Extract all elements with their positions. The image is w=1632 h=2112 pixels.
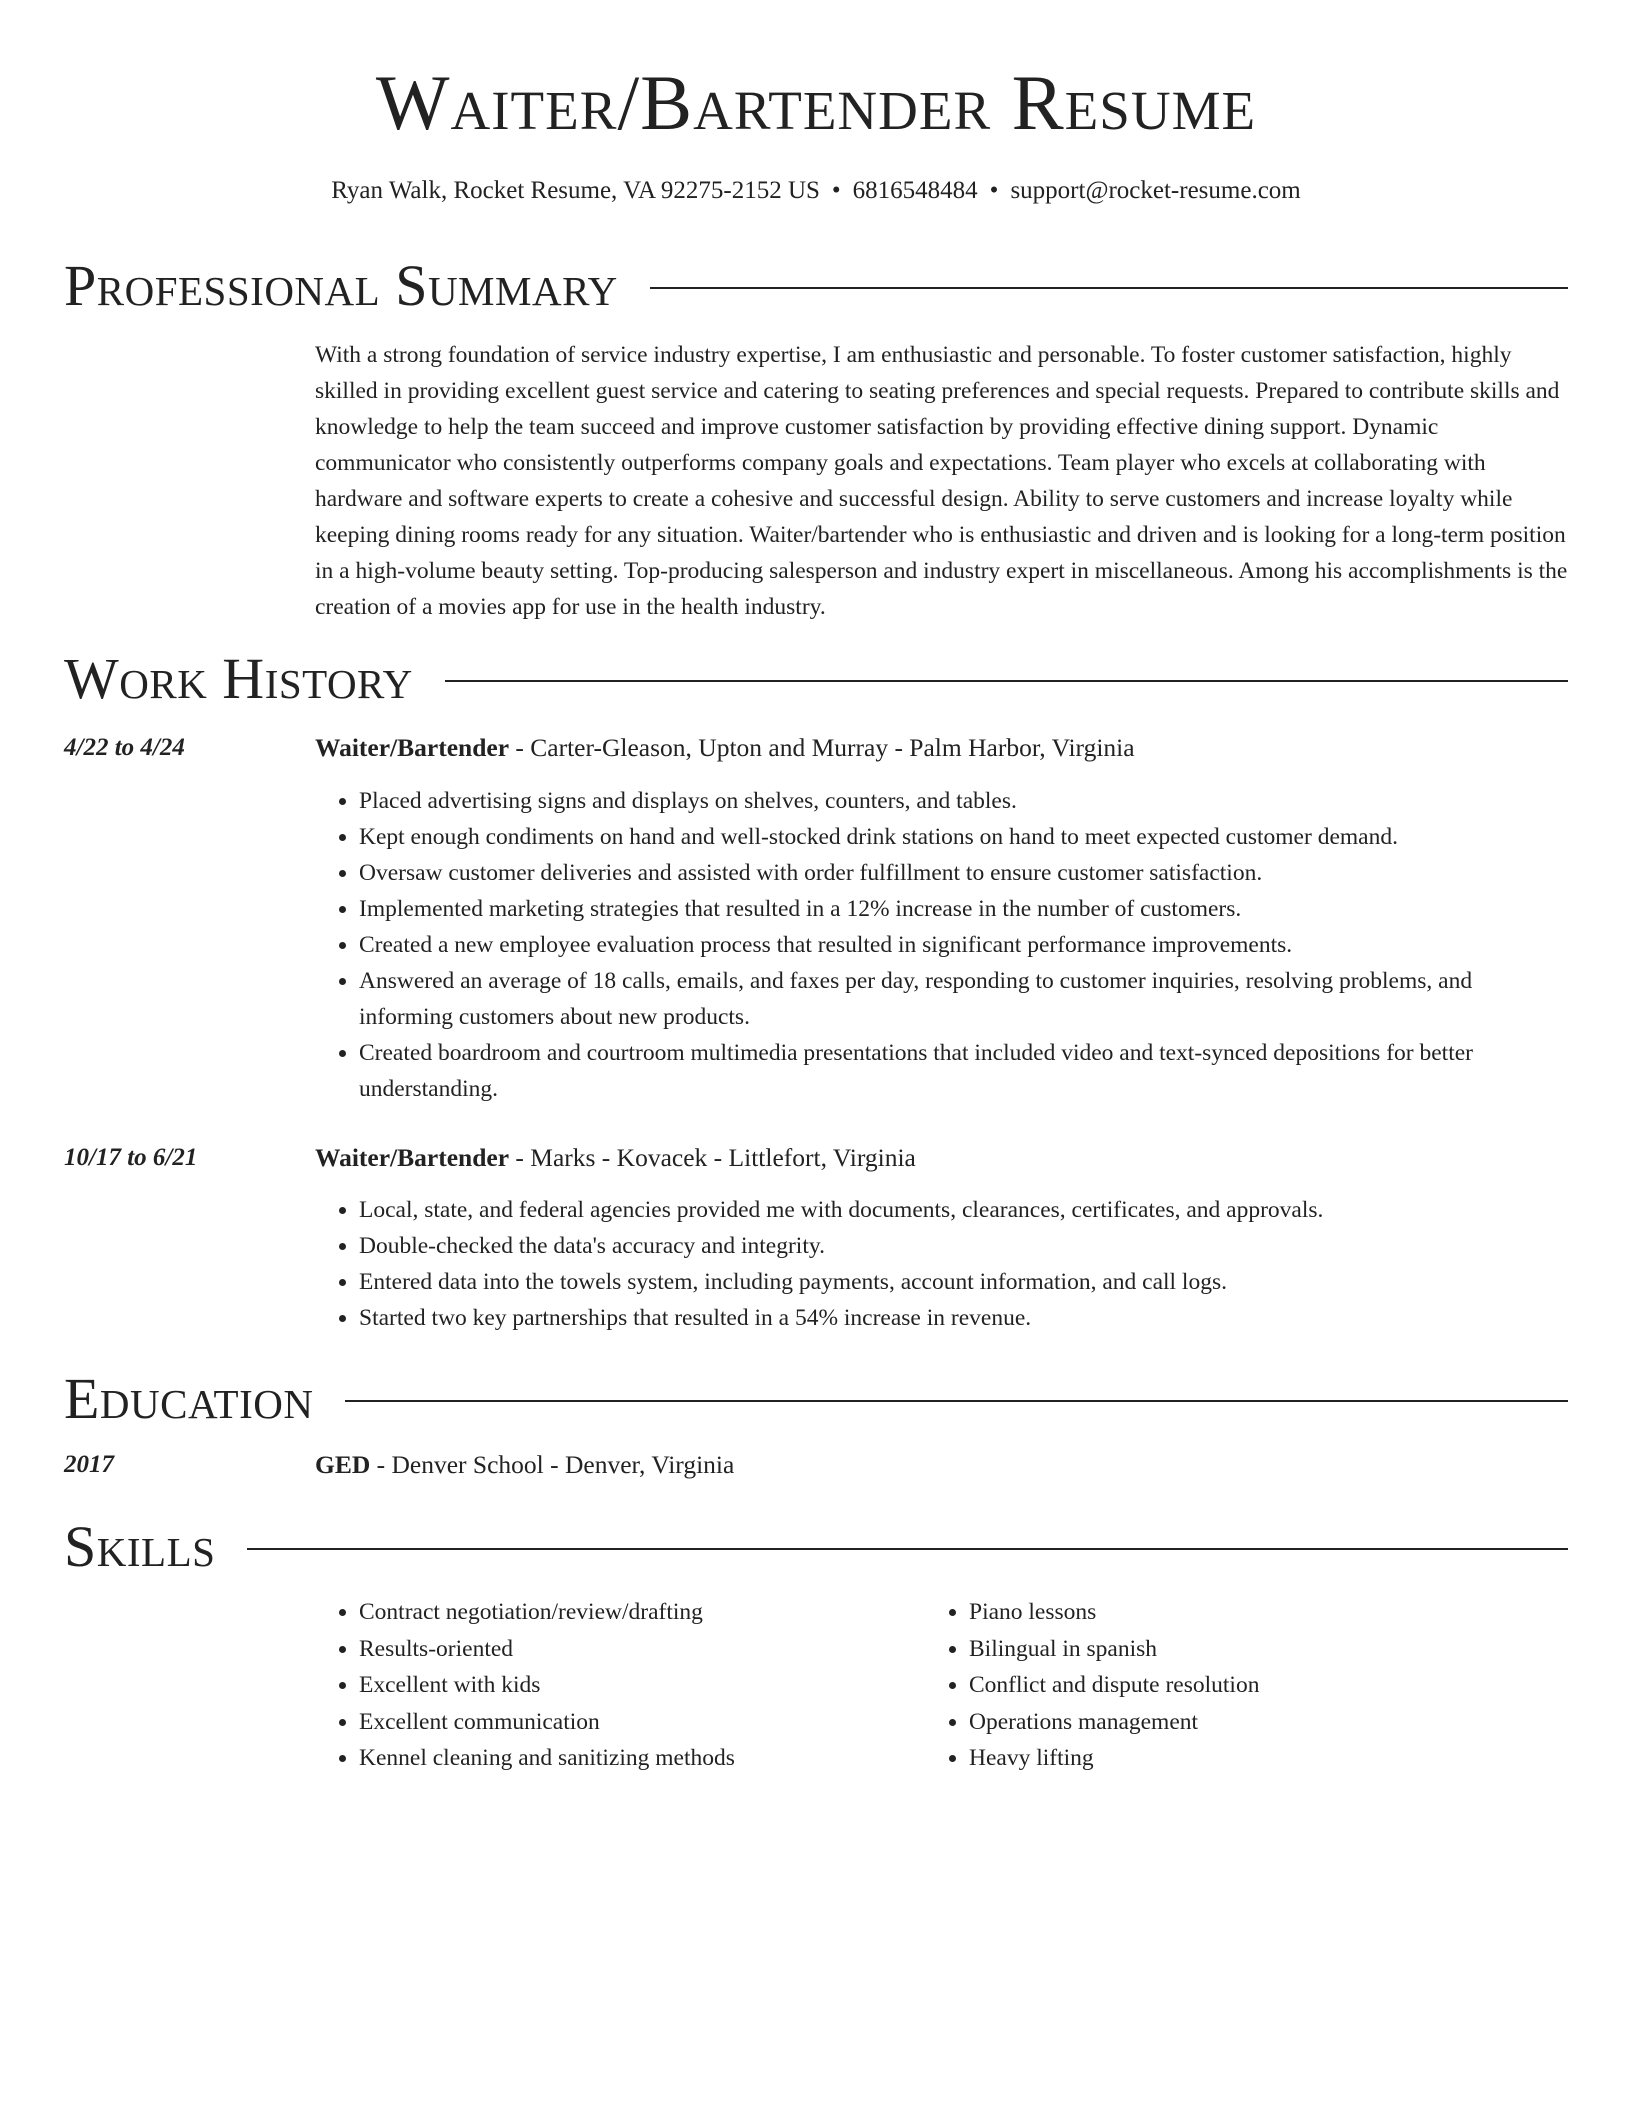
contact-address: Ryan Walk, Rocket Resume, VA 92275-2152 US (331, 177, 820, 204)
contact-separator: • (989, 177, 999, 204)
job-bullet: • Answered an average of 18 calls, emails, and faxes per day, responding to customer inquiries, resolving problems, and informing customers about new products. (359, 963, 1568, 1035)
job-bullet: • Kept enough condiments on hand and well-stocked drink stations on hand to meet expected customer demand. (359, 819, 1568, 855)
section-divider (650, 287, 1568, 289)
job-bullet: • Oversaw customer deliveries and assisted with order fulfillment to ensure customer satisfaction. (359, 855, 1568, 891)
section-divider (345, 1400, 1568, 1402)
education-line (315, 1448, 1568, 1482)
section-title-summary: Professional Summary (64, 253, 618, 318)
skill-item: • Bilingual in spanish (969, 1631, 1485, 1668)
job-bullet: • Entered data into the towels system, including payments, account information, and call logs. (359, 1264, 1568, 1300)
job-bullet: • Double-checked the data's accuracy and integrity. (359, 1228, 1568, 1264)
job-role: Waiter/Bartender (315, 1143, 510, 1172)
contact-email: support@rocket-resume.com (1010, 177, 1301, 204)
section-header-summary (64, 253, 1568, 319)
education-details: - Denver School - Denver, Virginia (370, 1450, 735, 1479)
section-title-education: Education (64, 1366, 314, 1431)
summary-text: With a strong foundation of service industry expertise, I am enthusiastic and personable. To foster customer satisfaction, highly skilled in providing excellent guest service and catering to seating preferences and special requests. Prepared to contribute skills and knowledge to help the team succeed and improve customer satisfaction by providing effective dining support. Dynamic communicator who consistently outperforms company goals and expectations. Team player who excels at collaborating with hardware and software experts to create a cohesive and successful design. Ability to serve customers and increase loyalty while keeping dining rooms ready for any situation. Waiter/bartender who is enthusiastic and driven and is looking for a long-term position in a high-volume beauty setting. Top-producing salesperson and industry expert in miscellaneous. Among his accomplishments is the creation of a movies app for use in the health industry. (315, 342, 1568, 620)
skill-item: • Excellent with kids (359, 1667, 875, 1704)
job-title-line (315, 731, 1568, 765)
contact-phone: 6816548484 (852, 177, 978, 204)
skill-item: • Results-oriented (359, 1631, 875, 1668)
skills-list-right (925, 1594, 1485, 1777)
skills-list-left (315, 1594, 875, 1777)
job-bullets (315, 783, 1568, 1107)
job-bullet: • Implemented marketing strategies that resulted in a 12% increase in the number of customers. (359, 891, 1568, 927)
job-bullet: • Created boardroom and courtroom multimedia presentations that included video and text-synced depositions for better understanding. (359, 1035, 1568, 1107)
section-title-work: Work History (64, 646, 413, 711)
section-divider (445, 680, 1568, 682)
skill-item: • Operations management (969, 1704, 1485, 1741)
section-header-education (64, 1366, 1568, 1432)
education-degree: GED (315, 1450, 371, 1479)
skill-item: • Heavy lifting (969, 1740, 1485, 1777)
education-year: 2017 (64, 1451, 114, 1478)
job-details: - Marks - Kovacek - Littlefort, Virginia (509, 1143, 916, 1172)
contact-line (64, 174, 1568, 208)
job-details: - Carter-Gleason, Upton and Murray - Palm Harbor, Virginia (509, 733, 1135, 762)
job-bullets (315, 1192, 1568, 1336)
job-bullet: • Created a new employee evaluation process that resulted in significant performance improvements. (359, 927, 1568, 963)
section-title-skills: Skills (64, 1514, 216, 1579)
job-bullet: • Started two key partnerships that resulted in a 54% increase in revenue. (359, 1300, 1568, 1336)
skill-item: • Piano lessons (969, 1594, 1485, 1631)
job-bullet: • Local, state, and federal agencies provided me with documents, clearances, certificates, and approvals. (359, 1192, 1568, 1228)
resume-title: Waiter/Bartender Resume (375, 59, 1257, 146)
skill-item: • Contract negotiation/review/drafting (359, 1594, 875, 1631)
job-bullet: • Placed advertising signs and displays on shelves, counters, and tables. (359, 783, 1568, 819)
contact-separator: • (831, 177, 841, 204)
skill-item: • Excellent communication (359, 1704, 875, 1741)
skill-item: • Kennel cleaning and sanitizing methods (359, 1740, 875, 1777)
skill-item: • Conflict and dispute resolution (969, 1667, 1485, 1704)
section-header-skills (64, 1514, 1568, 1580)
job-dates: 4/22 to 4/24 (64, 734, 185, 761)
job-role: Waiter/Bartender (315, 733, 510, 762)
section-divider (247, 1548, 1568, 1550)
section-header-work (64, 646, 1568, 712)
job-title-line (315, 1141, 1568, 1175)
job-dates: 10/17 to 6/21 (64, 1144, 198, 1171)
